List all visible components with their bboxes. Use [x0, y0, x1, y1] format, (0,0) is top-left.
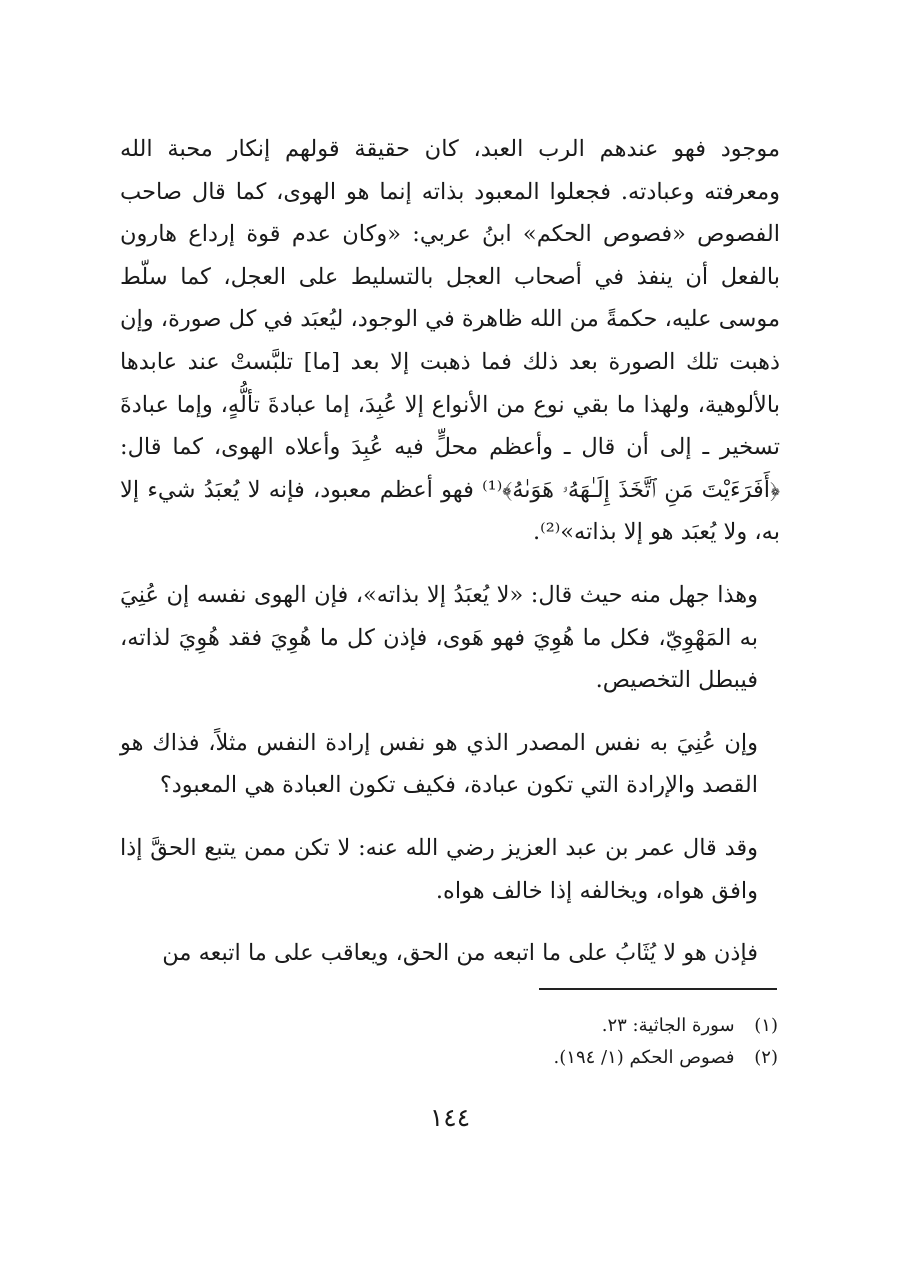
footnote-divider [539, 988, 777, 990]
paragraph-1: موجود فهو عندهم الرب العبد، كان حقيقة قولهم إنكار محبة الله ومعرفته وعبادته. فجعلوا المعبود بذاته إنما هو الهوى، كما قال صاحب الفصوص «فصوص الحكم» ابنُ عربي: «وكان عدم قوة إرداع هارون بالفعل أن ينفذ في أصحاب العجل بالتسليط على العجل، كما سلّط موسى عليه، حكمةً من الله ظاهرة في الوجود، ليُعبَد في كل صورة، وإن ذهبت تلك الصورة بعد ذلك فما ذهبت إلا بعد [ما] تلبَّستْ عند عابدها بالألوهية، ولهذا ما بقي نوع من الأنواع إلا عُبِدَ، إما عبادةَ تألُّهٍ، وإما عبادةَ تسخير ـ إلى أن قال ـ وأعظم محلٍّ فيه عُبِدَ وأعلاه الهوى، كما قال: ﴿أَفَرَءَيْتَ مَنِ ٱتَّخَذَ إِلَـٰهَهُۥ هَوَىٰهُ﴾⁽¹⁾ فهو أعظم معبود، فإنه لا يُعبَدُ شيء إلا به، ولا يُعبَد هو إلا بذاته»⁽²⁾. [120, 136, 780, 546]
footnote-2-text: فصوص الحكم (١/ ١٩٤). [553, 1047, 735, 1068]
page-number: ١٤٤ [429, 1103, 471, 1132]
footnote-1-text: سورة الجاثية: ٢٣. [601, 1015, 735, 1036]
footnote-2 [400, 1042, 778, 1074]
footnotes [400, 1010, 778, 1074]
paragraph-3: وإن عُنِيَ به نفس المصدر الذي هو نفس إرادة النفس مثلاً، فذاك هو القصد والإرادة التي تكون عبادة، فكيف تكون العبادة هي المعبود؟ [120, 729, 758, 799]
footnote-2-number: (٢) [754, 1047, 778, 1068]
footnote-1-number: (١) [754, 1015, 778, 1036]
page-body [120, 128, 780, 975]
paragraph-2: وهذا جهل منه حيث قال: «لا يُعبَدُ إلا بذاته»، فإن الهوى نفسه إن عُنِيَ به المَهْوِيّ، فكل ما هُوِيَ فهو هَوى، فإذن كل ما هُوِيَ فقد هُوِيَ لذاته، فيبطل التخصيص. [120, 581, 758, 694]
footnote-1 [400, 1010, 778, 1042]
paragraph-5: فإذن هو لا يُثَابُ على ما اتبعه من الحق، ويعاقب على ما اتبعه من [162, 940, 758, 967]
paragraph-4: وقد قال عمر بن عبد العزيز رضي الله عنه: لا تكن ممن يتبع الحقَّ إذا وافق هواه، ويخالفه إذا خالف هواه. [120, 834, 758, 904]
